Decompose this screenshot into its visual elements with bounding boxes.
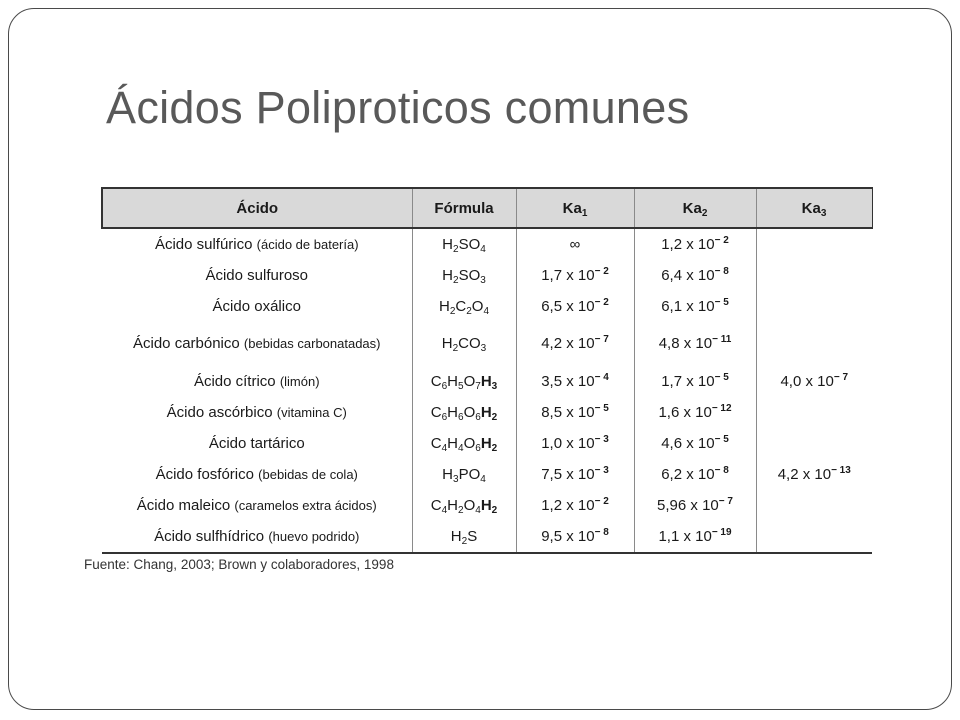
ka1-cell: 4,2 x $10^{- 7}$ xyxy=(516,322,634,366)
formula-cell: $C_4H_4O_6H_2$ xyxy=(412,428,516,459)
ka2-cell: 1,2 x $10^{- 2}$ xyxy=(634,228,756,260)
formula-cell: $H_2C_2O_4$ xyxy=(412,291,516,322)
ka1-cell: 7,5 x $10^{- 3}$ xyxy=(516,459,634,490)
acid-name-cell: Ácido ascórbico (vitamina C) xyxy=(102,397,412,428)
ka1-cell: 1,0 x $10^{- 3}$ xyxy=(516,428,634,459)
acid-name-cell: Ácido sulfúrico (ácido de batería) xyxy=(102,228,412,260)
table-row xyxy=(102,260,872,291)
header-ka3: $Ka_3$ xyxy=(756,188,872,228)
ka3-cell xyxy=(756,428,872,459)
ka1-cell: 6,5 x $10^{- 2}$ xyxy=(516,291,634,322)
slide-title: Ácidos Poliproticos comunes xyxy=(106,82,690,133)
ka2-cell: 1,1 x $10^{- 19}$ xyxy=(634,521,756,553)
formula-cell: $H_2S$ xyxy=(412,521,516,553)
acid-name-cell: Ácido carbónico (bebidas carbonatadas) xyxy=(102,322,412,366)
ka2-cell: 1,6 x $10^{- 12}$ xyxy=(634,397,756,428)
ka2-cell: 1,7 x $10^{- 5}$ xyxy=(634,366,756,397)
table-row xyxy=(102,397,872,428)
table-row xyxy=(102,322,872,366)
ka3-cell xyxy=(756,521,872,553)
acid-name-cell: Ácido maleico (caramelos extra ácidos) xyxy=(102,490,412,521)
source-citation: Fuente: Chang, 2003; Brown y colaboradores, 1998 xyxy=(84,557,394,572)
header-acid: Ácido xyxy=(102,188,412,228)
table-header-row xyxy=(102,188,872,228)
ka3-cell xyxy=(756,322,872,366)
formula-cell: $H_3PO_4$ xyxy=(412,459,516,490)
acid-name-cell: Ácido cítrico (limón) xyxy=(102,366,412,397)
formula-cell: $H_2CO_3$ xyxy=(412,322,516,366)
ka2-cell: 6,2 x $10^{- 8}$ xyxy=(634,459,756,490)
ka3-cell xyxy=(756,397,872,428)
ka1-cell: 8,5 x $10^{- 5}$ xyxy=(516,397,634,428)
ka2-cell: 6,1 x $10^{- 5}$ xyxy=(634,291,756,322)
header-formula: Fórmula xyxy=(412,188,516,228)
ka1-cell: 3,5 x $10^{- 4}$ xyxy=(516,366,634,397)
table-row xyxy=(102,228,872,260)
acid-name-cell: Ácido sulfhídrico (huevo podrido) xyxy=(102,521,412,553)
header-ka1: $Ka_1$ xyxy=(516,188,634,228)
polyprotic-acids-table xyxy=(101,187,873,554)
ka1-cell: 1,2 x $10^{- 2}$ xyxy=(516,490,634,521)
ka2-cell: 5,96 x $10^{- 7}$ xyxy=(634,490,756,521)
table-row xyxy=(102,459,872,490)
acid-name-cell: Ácido oxálico xyxy=(102,291,412,322)
ka1-cell: 9,5 x $10^{- 8}$ xyxy=(516,521,634,553)
header-ka2: $Ka_2$ xyxy=(634,188,756,228)
ka3-cell xyxy=(756,228,872,260)
table-row xyxy=(102,490,872,521)
ka3-cell xyxy=(756,490,872,521)
formula-cell: $C_6H_6O_6H_2$ xyxy=(412,397,516,428)
ka1-cell: ∞ xyxy=(516,228,634,260)
acid-name-cell: Ácido fosfórico (bebidas de cola) xyxy=(102,459,412,490)
acid-name-cell: Ácido sulfuroso xyxy=(102,260,412,291)
ka1-cell: 1,7 x $10^{- 2}$ xyxy=(516,260,634,291)
ka2-cell: 4,8 x $10^{- 11}$ xyxy=(634,322,756,366)
ka3-cell xyxy=(756,260,872,291)
formula-cell: $C_6H_5O_7H_3$ xyxy=(412,366,516,397)
formula-cell: $H_2SO_4$ xyxy=(412,228,516,260)
acid-name-cell: Ácido tartárico xyxy=(102,428,412,459)
table-row xyxy=(102,428,872,459)
formula-cell: $C_4H_2O_4H_2$ xyxy=(412,490,516,521)
table-row xyxy=(102,291,872,322)
ka3-cell: 4,0 x $10^{- 7}$ xyxy=(780,371,849,390)
table-row xyxy=(102,366,872,397)
ka3-cell xyxy=(756,291,872,322)
ka2-cell: 4,6 x $10^{- 5}$ xyxy=(634,428,756,459)
ka3-cell: 4,2 x $10^{- 13}$ xyxy=(777,464,851,483)
ka2-cell: 6,4 x $10^{- 8}$ xyxy=(634,260,756,291)
table-row xyxy=(102,521,872,553)
formula-cell: $H_2SO_3$ xyxy=(412,260,516,291)
